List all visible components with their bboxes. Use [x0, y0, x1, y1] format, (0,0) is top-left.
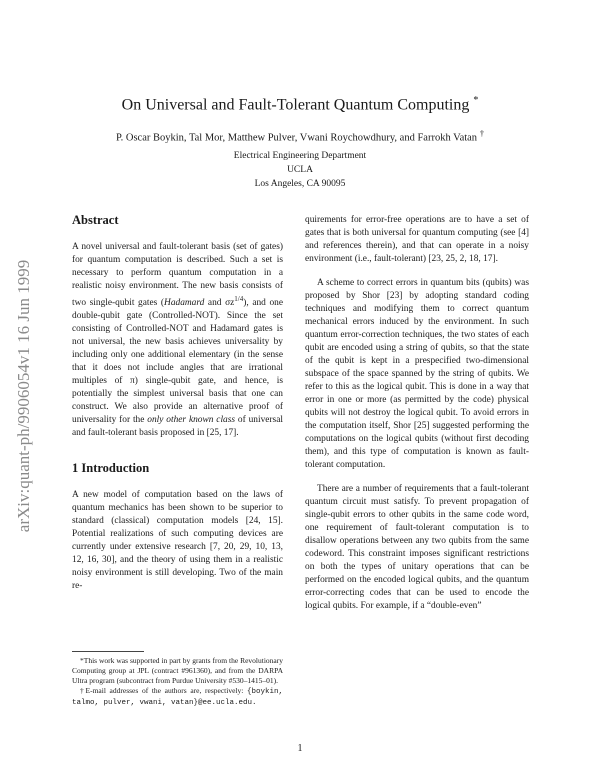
- footnote-emails: [72, 686, 283, 708]
- authors-footnote-mark: †: [479, 128, 485, 138]
- affiliation-institution: UCLA: [287, 165, 313, 175]
- title-footnote-mark: *: [473, 95, 479, 106]
- right-column: [305, 214, 529, 613]
- abstract-emphasis: only other known class: [147, 415, 236, 426]
- arxiv-sidebar: [4, 196, 44, 596]
- arxiv-identifier: arXiv:quant-ph/9906054v1 16 Jun 1999: [14, 259, 33, 533]
- right-paragraph-error-correction: A scheme to correct errors in quantum bits (qubits) was proposed by Shor [23] by adopting standard coding techniques and modifying them to correct quantum mechanical errors induced by the environment. In such quantum error-correction techniques, the two states of each qubit are encoded using a string of qubits, so that the state of the qubit is kept in a prespecified two-dimensional subspace of the space spanned by the string of qubits. We refer to this as the logical qubit. This is done in a way that error in one or more (as permitted by the code) physical qubits will not destroy the logical qubit. To avoid errors in the computation itself, Shor [25] suggested performing the computations on the logical qubits (without first decoding them), and this type of computation is known as fault-tolerant computation.: [305, 278, 529, 470]
- abstract-text-start: A novel universal and fault-tolerant basis (set of gates) for quantum computation is described. Such a set is necessary to perform quantum computation in a realistic noisy environment. The new basis consists of two single-qubit gates (: [72, 242, 283, 309]
- abstract-text-end: of universal and fault-tolerant basis proposed in [25, 17].: [72, 415, 283, 439]
- right-paragraph-continuation: quirements for error-free operations are to have a set of gates that is both universal for quantum computing (see [4] and references therein), and that can operate in a noisy environment (i.e., fault-tolerant) [23, 25, 2, 18, 17].: [305, 215, 529, 264]
- abstract-sigma-exponent: 1/4: [234, 295, 244, 303]
- abstract-text-mid: ), and one double-qubit gate (Controlled-NOT). Since the set consisting of Controlled-NOT and Hadamard gates is not universal, the new basis achieves universality by including only one additional elementary (in the sense that it does not include angles that are irrational multiples of π) single-qubit gate, and hence, is potentially the simplest universal basis that one can construct. We also provide an alternative proof of universality for the: [72, 298, 283, 426]
- abstract-heading: Abstract: [72, 213, 119, 227]
- introduction-heading: 1 Introduction: [72, 461, 150, 476]
- page-number: 1: [297, 743, 303, 754]
- abstract-sigma: $\sigma z^{1/4}$: [225, 295, 244, 309]
- footnotes: [72, 651, 283, 708]
- footnote-rule: [72, 651, 144, 652]
- footnote-funding: *This work was supported in part by grants from the Revolutionary Computing group at JPL (contract #961360), and from the DARPA Ultra program (subcontract from Purdue University #530–1415–01).: [72, 656, 283, 685]
- introduction-paragraph: A new model of computation based on the laws of quantum mechanics has been shown to be superior to standard (classical) computation models [24, 15]. Potential realizations of such computing devices are currently under extensive research [7, 20, 29, 10, 13, 12, 16, 30], and the theory of using them in a realistic noisy environment is still developing. Two of the main re-: [72, 490, 283, 592]
- affiliation-department: Electrical Engineering Department: [233, 151, 367, 161]
- abstract-paragraph: [72, 241, 283, 440]
- right-paragraph-requirements: There are a number of requirements that a fault-tolerant quantum circuit must satisfy. To prevent propagation of single-qubit errors to other qubits in the same code word, one requirement of fault-tolerant computation is to disallow operations between any two qubits from the same codeword. This constraint imposes significant restrictions on both the types of unitary operations that can be performed on the encoded logical qubits, and the quantum error-correcting codes that can be used to encode the logical qubits. For example, if a “double-even”: [305, 484, 529, 611]
- authors-text: P. Oscar Boykin, Tal Mor, Matthew Pulver, Vwani Roychowdhury, and Farrokh Vatan: [115, 132, 478, 144]
- left-column: [72, 214, 283, 593]
- author-list: [60, 128, 540, 144]
- title-text: On Universal and Fault-Tolerant Quantum Computing: [121, 96, 470, 114]
- footnote-emails-text: †E-mail addresses of the authors are, respectively:: [80, 686, 247, 695]
- affiliation-location: Los Angeles, CA 90095: [254, 179, 346, 189]
- abstract-and: and: [204, 298, 226, 309]
- footnote-email-addresses: {boykin, talmo, pulver, vwani, vatan}@ee.ucla.edu.: [72, 688, 283, 707]
- paper-title: [60, 95, 540, 114]
- abstract-hadamard: Hadamard: [164, 298, 205, 309]
